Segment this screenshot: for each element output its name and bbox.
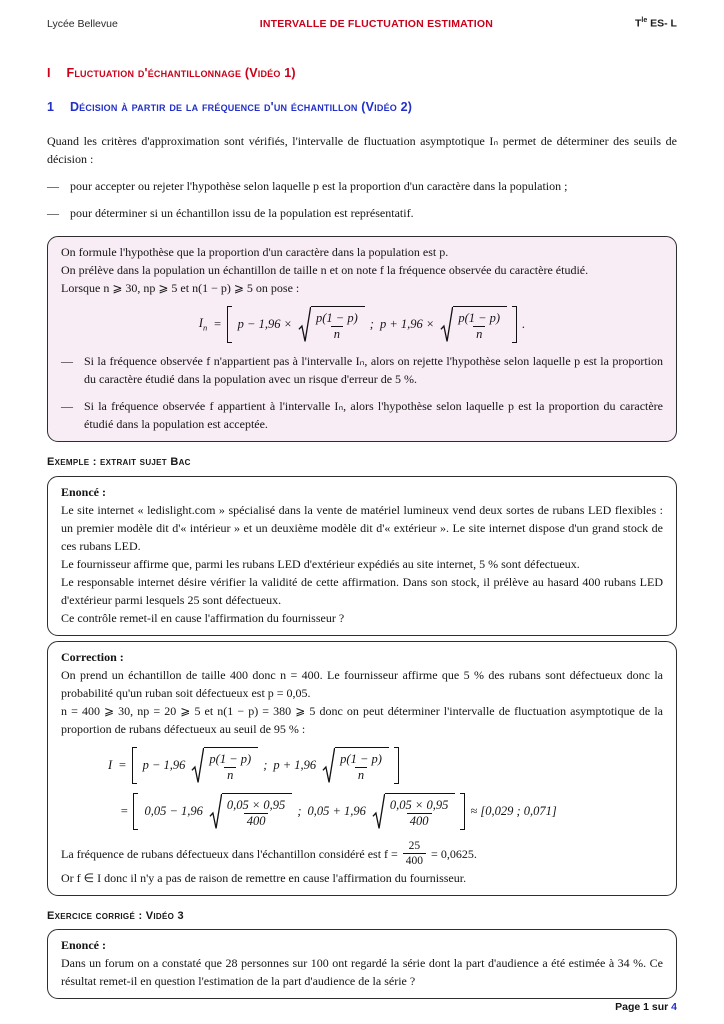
subsection-title: Décision à partir de la fréquence d'un échantillon (Vidéo 2) — [69, 100, 413, 114]
left-bracket — [133, 793, 138, 830]
property-line-1: On formule l'hypothèse que la proportion d'un caractère dans la population est p. — [61, 244, 449, 259]
equals-sign: = — [213, 317, 222, 331]
page-header — [47, 16, 677, 32]
subsection-number: 1 — [47, 100, 54, 114]
subsection-heading-decision — [47, 98, 677, 117]
fluctuation-interval-formula: $I_n$ = p − 1,96 × $\frac{p(1 - p)}{n}$ ; p + 1,96 × $\frac{p(1 - p)}{n}$ . — [61, 306, 663, 343]
enonce-box-2 — [47, 929, 677, 999]
sqrt-radical: $\frac{p(1 - p)}{n}$ — [322, 747, 389, 784]
correction-formula-numeric — [61, 793, 663, 830]
radical-sign-icon — [298, 306, 311, 343]
right-bracket — [512, 306, 517, 343]
sqrt-radical: $\frac{p(1 - p)}{n}$ — [440, 306, 507, 343]
interval-expression: p − 1,96 $\frac{p(1 - p)}{n}$ ; p + 1,96 $\frac{p(1 - p)}{n}$ — [130, 747, 401, 784]
section-number: I — [47, 66, 51, 81]
property-bullet-1: — Si la fréquence observée f n'appartient pas à l'intervalle Iₙ, alors on rejette l'hypothèse selon laquelle p est la proportion du caractère étudié dans la population avec un risque d'erreur de 5 %. — [61, 354, 663, 386]
example-label: Exemple : extrait sujet Bac — [47, 456, 191, 468]
enonce1-line-4: Ce contrôle remet-il en cause l'affirmation du fournisseur ? — [61, 610, 345, 625]
dash-bullet: — — [61, 399, 73, 413]
page-number-text: Page 1 sur — [615, 1001, 672, 1014]
enonce-box-1 — [47, 476, 677, 636]
property-bullet-2: — Si la fréquence observée f appartient à l'intervalle Iₙ, alors l'hypothèse selon laquelle p est la proportion du caractère étudié dans la population est acceptée. — [61, 399, 663, 431]
enonce1-line-2: Le fournisseur affirme que, parmi les rubans LED d'extérieur expédiés au site internet, 5 % sont défectueux. — [61, 556, 580, 571]
exercise-label: Exercice corrigé : Vidéo 3 — [47, 909, 184, 922]
enonce1-line-1: Le site internet « ledislight.com » spécialisé dans la vente de matériel lumineux vend deux sortes de rubans LED flexibles : un premier modèle dit d'« intérieur » et un deuxième modèle dit d'« extérieur ». Le site internet dispose d'un grand stock de ces rubans LED. — [61, 502, 663, 553]
class-level — [635, 16, 677, 32]
radical-sign-icon — [440, 306, 453, 343]
document-title: INTERVALLE DE FLUCTUATION ESTIMATION — [259, 17, 494, 30]
correction-conclusion: Or f ∈ I donc il n'y a pas de raison de remettre en cause l'affirmation du fournisseur. — [61, 870, 467, 885]
dash-bullet: — — [47, 178, 59, 193]
section-heading-fluctuation — [47, 64, 677, 83]
page-total: 4 — [671, 1001, 677, 1014]
class-level-superscript: le — [641, 17, 648, 24]
section-title: Fluctuation d'échantillonnage (Vidéo 1) — [66, 66, 296, 81]
dash-bullet: — — [47, 205, 59, 220]
sqrt-radical: $\frac{p(1 - p)}{n}$ — [191, 747, 258, 784]
radical-sign-icon — [209, 793, 222, 830]
radical-sign-icon — [191, 747, 204, 784]
intro-bullet-1: — pour accepter ou rejeter l'hypothèse selon laquelle p est la proportion d'un caractère dans la population ; — [47, 178, 568, 193]
equals-sign: = — [120, 804, 129, 818]
class-level-rest: ES- L — [647, 17, 677, 30]
intro-paragraph: Quand les critères d'approximation sont vérifiés, l'intervalle de fluctuation asymptotique Iₙ permet de déterminer des seuils de décision : — [47, 133, 677, 166]
frequency-fraction: $\frac{25}{400}$ — [403, 839, 426, 869]
enonce-label: Enoncé : — [61, 938, 106, 953]
right-bracket — [394, 747, 399, 784]
interval-symbol: $I_n$ — [198, 316, 208, 333]
property-line-2: On prélève dans la population un échantillon de taille n et on note f la fréquence observée du caractère étudié. — [61, 262, 589, 277]
intro-bullet-2: — pour déterminer si un échantillon issu de la population est représentatif. — [47, 205, 414, 220]
dash-bullet: — — [61, 354, 73, 368]
radical-sign-icon — [322, 747, 335, 784]
sqrt-radical: $\frac{0,05 \times 0,95}{400}$ — [372, 793, 455, 830]
sqrt-radical: $\frac{p(1 - p)}{n}$ — [298, 306, 365, 343]
enonce1-line-3: Le responsable internet désire vérifier la validité de cette affirmation. Dans son stock, il prélève au hasard 400 rubans LED d'extérieur parmi lesquels 25 sont défectueux. — [61, 574, 663, 607]
correction-paragraph-2: n = 400 ⩾ 30, np = 20 ⩾ 5 et n(1 − p) = 380 ⩾ 5 donc on peut déterminer l'intervalle de fluctuation asymptotique de la proportion de rubans défectueux au seuil de 95 % : — [61, 703, 663, 736]
property-line-3: Lorsque n ⩾ 30, np ⩾ 5 et n(1 − p) ⩾ 5 on pose : — [61, 280, 300, 295]
frequency-line: La fréquence de rubans défectueux dans l'échantillon considéré est f = $\frac{25}{400}$ = 0,0625. — [61, 840, 477, 868]
interval-expression: p − 1,96 × $\frac{p(1 - p)}{n}$ ; p + 1,96 × $\frac{p(1 - p)}{n}$ — [225, 306, 519, 343]
approx-result: ≈ [0,029 ; 0,071] — [470, 804, 557, 818]
sqrt-radical: $\frac{0,05 \times 0,95}{400}$ — [209, 793, 292, 830]
enonce-label: Enoncé : — [61, 484, 106, 499]
correction-label: Correction : — [61, 649, 124, 664]
right-bracket — [460, 793, 465, 830]
class-level-base: T — [634, 17, 642, 30]
equals-sign: = — [118, 757, 127, 772]
left-bracket — [227, 306, 232, 343]
left-bracket — [132, 747, 137, 784]
school-name: Lycée Bellevue — [47, 17, 118, 30]
interval-symbol: I — [108, 757, 113, 772]
correction-paragraph-1: On prend un échantillon de taille 400 donc n = 400. Le fournisseur affirme que 5 % des rubans sont défectueux donc la probabilité qu'un ruban soit défectueux est p = 0,05. — [61, 667, 663, 700]
property-box — [47, 236, 677, 442]
correction-formula-general — [61, 747, 663, 784]
correction-box — [47, 641, 677, 896]
page-footer — [615, 1000, 677, 1016]
enonce2-line-1: Dans un forum on a constaté que 28 personnes sur 100 ont regardé la série dont la part d'audience a été estimée à 34 %. Ce résultat remet-il en question l'estimation de la part d'audience de la série ? — [61, 956, 663, 989]
interval-expression: 0,05 − 1,96 $\frac{0,05 \times 0,95}{400}$ ; 0,05 + 1,96 $\frac{0,05 \times 0,95}{400}$ — [131, 793, 467, 830]
radical-sign-icon — [372, 793, 385, 830]
